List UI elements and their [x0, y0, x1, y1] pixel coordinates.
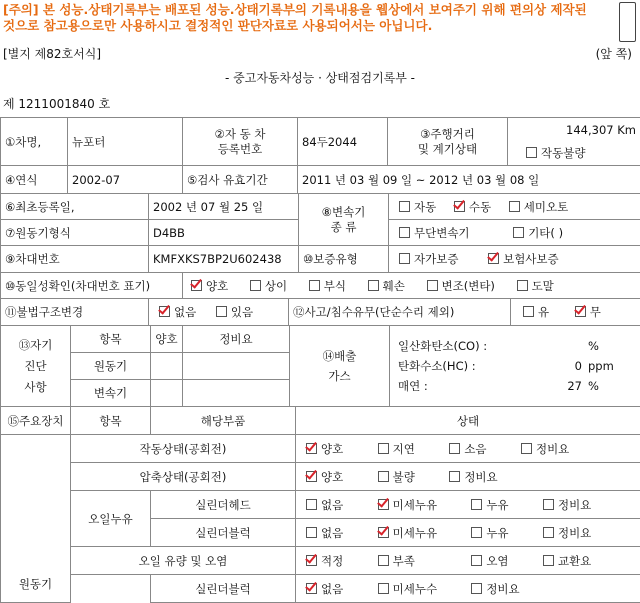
diag-col-item: 항목	[71, 326, 151, 353]
compression-options	[296, 463, 640, 491]
coolant-repair[interactable]: 정비요	[471, 581, 519, 597]
structure-label: ⑪불법구조변경	[1, 299, 149, 326]
first-reg-value: 2002 년 07 월 25 일	[149, 194, 299, 220]
oil-level-options	[296, 547, 640, 575]
idle-noise[interactable]: 소음	[449, 441, 507, 457]
trans-other[interactable]: 기타( )	[513, 225, 563, 241]
vin-value: KMFXKS7BP2U602438	[149, 246, 299, 273]
coolant-block-options	[296, 575, 640, 603]
compression-ok[interactable]: 양호	[306, 469, 364, 485]
structure-accident-table	[0, 298, 640, 326]
vehicle-info-table	[0, 117, 640, 194]
car-name-value: 뉴포터	[68, 118, 183, 166]
warranty-self[interactable]: 자가보증	[399, 251, 458, 267]
reg-no-value: 84두2044	[298, 118, 388, 166]
warranty-options	[389, 246, 640, 273]
validity-label: ⑤검사 유효기간	[183, 166, 298, 194]
diag-row-transmission: 변속기	[71, 380, 151, 407]
trans-label: ⑧변속기 종 류	[299, 194, 389, 246]
warranty-insurance[interactable]: 보험사보증	[488, 251, 559, 267]
emission-values	[390, 326, 640, 407]
diag-engine-repair	[183, 353, 290, 380]
hc-value: 0	[548, 356, 582, 376]
trans-options-row1	[389, 194, 640, 220]
coolant-none[interactable]: 없음	[306, 581, 364, 597]
trans-manual[interactable]: 수동	[454, 199, 491, 215]
smoke-unit: %	[588, 379, 599, 393]
car-name-label: ①차명,	[1, 118, 68, 166]
identity-corrosion[interactable]: 부식	[309, 278, 346, 294]
scroll-thumb[interactable]	[619, 2, 636, 42]
engine-type-value: D4BB	[149, 220, 299, 246]
notice-text: [주의] 본 성능.상태기록부는 배포된 성능.상태기록부의 기록내용을 웹상에서 보여주기 위해 편의상 제작된 것으로 참고용으로만 사용하시고 결정적인 판단자료로 사용되어서는 아닙니다.	[3, 2, 603, 34]
compression-repair[interactable]: 정비요	[449, 469, 497, 485]
diag-engine-ok	[151, 353, 183, 380]
identity-label: ⑩동일성확인(차대번호 표기)	[1, 273, 183, 299]
coolant-minor-leak[interactable]: 미세누수	[378, 581, 458, 597]
page-side: (앞 쪽)	[596, 45, 632, 62]
diag-trans-repair	[183, 380, 290, 407]
trans-options-row2	[389, 220, 640, 246]
validity-value: 2011 년 03 월 09 일 ~ 2012 년 03 월 08 일	[298, 166, 640, 194]
devices-col-item: 항목	[71, 407, 151, 435]
mileage-cell	[508, 118, 640, 166]
cylinder-head-options	[296, 491, 640, 519]
head-repair[interactable]: 정비요	[543, 497, 591, 513]
row-idle-operation: 작동상태(공회전)	[71, 435, 296, 463]
diag-col-repair: 정비요	[183, 326, 290, 353]
diag-trans-ok	[151, 380, 183, 407]
idle-ok[interactable]: 양호	[306, 441, 364, 457]
smoke-value: 27	[548, 376, 582, 396]
co-unit: %	[588, 339, 599, 353]
devices-col-state: 상태	[296, 407, 640, 435]
identity-altered[interactable]: 변조(변타)	[427, 278, 495, 294]
row-oil-level: 오일 유량 및 오염	[71, 547, 296, 575]
identity-different[interactable]: 상이	[250, 278, 287, 294]
idle-repair[interactable]: 정비요	[521, 441, 569, 457]
coolant-group-blank	[71, 575, 151, 603]
head-minor-leak[interactable]: 미세누유	[378, 497, 458, 513]
warranty-label: ⑩보증유형	[299, 246, 389, 273]
block-leak[interactable]: 누유	[471, 525, 529, 541]
oil-replace[interactable]: 교환요	[543, 553, 591, 569]
form-title: - 중고자동차성능 · 상태점검기록부 -	[0, 69, 640, 86]
idle-delay[interactable]: 지연	[378, 441, 436, 457]
trans-auto[interactable]: 자동	[399, 199, 436, 215]
gauge-fault-checkbox[interactable]	[526, 147, 537, 158]
emission-label: ⑭배출 가스	[290, 326, 390, 407]
identity-damage[interactable]: 훼손	[368, 278, 405, 294]
form-code: [별지 제82호서식]	[3, 45, 101, 62]
block-none[interactable]: 없음	[306, 525, 364, 541]
head-none[interactable]: 없음	[306, 497, 364, 513]
accident-no[interactable]: 무	[575, 304, 601, 320]
idle-operation-options	[296, 435, 640, 463]
registration-table	[0, 193, 640, 273]
identity-ok[interactable]: 양호	[191, 278, 228, 294]
identity-table	[0, 272, 640, 299]
structure-none[interactable]: 없음	[159, 304, 196, 320]
cylinder-block-options	[296, 519, 640, 547]
year-label: ④연식	[1, 166, 68, 194]
co-label: 일산화탄소(CO) :	[398, 336, 548, 356]
oil-adequate[interactable]: 적정	[306, 553, 364, 569]
oil-low[interactable]: 부족	[378, 553, 458, 569]
devices-col-part: 해당부품	[151, 407, 296, 435]
devices-label: ⑮주요장치	[1, 407, 71, 435]
devices-table	[0, 406, 640, 603]
smoke-label: 매연 :	[398, 376, 548, 396]
hc-label: 탄화수소(HC) :	[398, 356, 548, 376]
row-cylinder-block: 실린더블럭	[151, 519, 296, 547]
row-cylinder-head: 실린더헤드	[151, 491, 296, 519]
oil-leak-label: 오일누유	[71, 491, 151, 547]
diag-col-ok: 양호	[151, 326, 183, 353]
trans-semiauto[interactable]: 세미오토	[509, 199, 568, 215]
accident-options	[511, 299, 640, 326]
oil-dirty[interactable]: 오염	[471, 553, 529, 569]
gauge-fault-option[interactable]: 작동불량	[512, 145, 636, 161]
hc-unit: ppm	[588, 359, 614, 373]
diagnosis-label: ⑬자기 진단 사항	[1, 326, 71, 407]
doc-number: 제 1211001840 호	[3, 95, 110, 112]
year-value: 2002-07	[68, 166, 183, 194]
block-repair[interactable]: 정비요	[543, 525, 591, 541]
diagnosis-table	[0, 325, 640, 407]
engine-type-label: ⑦원동기형식	[1, 220, 149, 246]
engine-group-label: 원동기	[1, 435, 71, 603]
structure-options	[149, 299, 289, 326]
identity-painted[interactable]: 도말	[517, 278, 554, 294]
reg-no-label: ②자 동 차 등록번호	[183, 118, 298, 166]
compression-bad[interactable]: 불량	[378, 469, 436, 485]
first-reg-label: ⑥최초등록일,	[1, 194, 149, 220]
row-compression: 압축상태(공회전)	[71, 463, 296, 491]
block-minor-leak[interactable]: 미세누유	[378, 525, 458, 541]
diag-row-engine: 원동기	[71, 353, 151, 380]
mileage-label: ③주행거리 및 계기상태	[388, 118, 508, 166]
identity-options	[183, 273, 640, 299]
trans-cvt[interactable]: 무단변속기	[399, 225, 470, 241]
mileage-value: 144,307 Km	[512, 123, 636, 137]
accident-yes[interactable]: 유	[523, 304, 549, 320]
head-leak[interactable]: 누유	[471, 497, 529, 513]
row-coolant-block: 실린더블럭	[151, 575, 296, 603]
vin-label: ⑨차대번호	[1, 246, 149, 273]
structure-exists[interactable]: 있음	[216, 304, 253, 320]
accident-label: ⑫사고/침수유무(단순수리 제외)	[289, 299, 511, 326]
